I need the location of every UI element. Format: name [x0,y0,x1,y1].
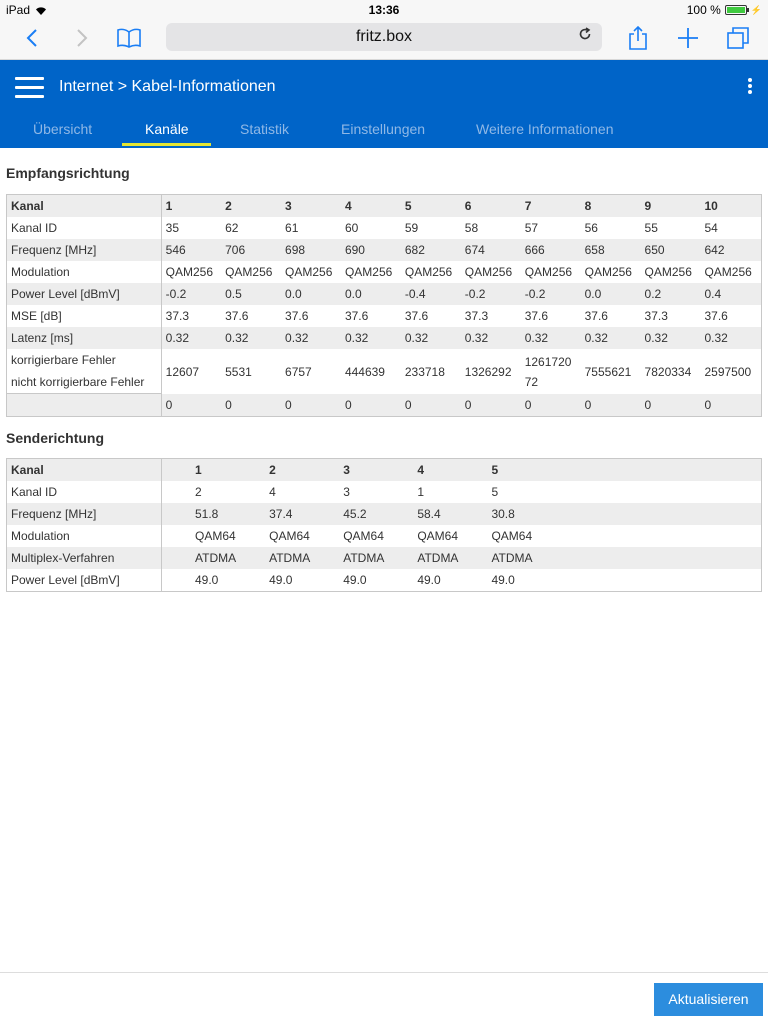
table-cell: 49.0 [417,573,441,587]
table-cell: 0.0 [281,283,341,305]
table-cell: 1261720 72 [524,354,572,389]
table-cell: 674 [461,239,521,261]
channel-header: 8 [581,195,641,218]
footer [0,972,768,1025]
tab-einstellungen[interactable]: Einstellungen [341,121,426,137]
row-label-group [7,349,162,394]
table-cell: 37.3 [464,309,489,323]
table-cell: 0.4 [700,283,761,305]
table-cell: 0.32 [401,327,461,349]
table-cell: QAM64 [343,529,384,543]
table-cell: 0.32 [700,327,761,349]
breadcrumb: Internet > Kabel-Informationen [59,78,276,95]
table-cell: 37.6 [344,309,369,323]
active-tab-indicator [122,143,211,146]
tab-uebersicht[interactable]: Übersicht [33,121,93,137]
tabs-overview-icon[interactable] [726,24,750,52]
table-cell: 51.8 [162,503,237,525]
table-cell: ATDMA [384,547,458,569]
battery-percent: 100 % [686,3,721,17]
table-cell: 37.6 [225,309,249,323]
tab-weitere-informationen[interactable]: Weitere Informationen [476,121,614,137]
row-label: Modulation [7,525,162,547]
row-label: Frequenz [MHz] [7,503,162,525]
table-row [7,503,762,525]
table-cell: 61 [285,221,299,235]
channel-header: 5 [458,459,532,482]
table-row [7,547,762,569]
channel-header: 1 [162,459,237,482]
table-cell: 0.5 [221,283,281,305]
clock: 13:36 [368,3,400,17]
table-cell: -0.2 [161,283,221,305]
table-cell: 233718 [404,364,445,379]
row-label: Latenz [ms] [7,327,162,349]
table-cell: 37.6 [285,309,309,323]
browser-toolbar [0,20,768,60]
table-row [7,261,762,283]
table-cell: 37.3 [165,309,190,323]
table-cell: ATDMA [236,547,310,569]
table-cell: 706 [221,239,281,261]
table-cell: 54 [704,221,718,235]
row-label: Power Level [dBmV] [7,569,162,592]
table-row [7,481,762,503]
bookmarks-icon[interactable] [115,24,143,52]
table-cell: 682 [401,239,461,261]
row-label: korrigierbare Fehler [11,353,116,367]
upstream-title: Senderichtung [6,430,105,446]
channel-header: 1 [161,195,221,218]
table-row [7,283,762,305]
channel-header: 4 [384,459,458,482]
table-cell: 37.6 [704,309,728,323]
table-cell: QAM256 [644,265,692,279]
table-cell: 0 [341,394,401,417]
table-cell: QAM256 [344,265,393,279]
table-cell: 642 [700,239,761,261]
table-cell: 0 [581,394,641,417]
table-cell: 0.32 [281,327,341,349]
table-cell: -0.2 [461,283,521,305]
table-cell: 444639 [344,364,385,379]
table-cell: 49.0 [195,573,219,587]
table-cell: QAM64 [417,529,459,543]
table-cell: 6757 [285,364,312,379]
table-cell: 49.0 [343,573,367,587]
table-cell: 49.0 [269,573,293,587]
table-cell: ATDMA [310,547,384,569]
table-cell: 37.6 [584,309,608,323]
row-label: Kanal ID [7,217,162,239]
table-cell: 58.4 [384,503,458,525]
table-cell: 37.3 [644,309,668,323]
row-label: Modulation [7,261,162,283]
downstream-title: Empfangsrichtung [6,165,130,181]
table-cell: 666 [521,239,581,261]
table-cell: 690 [341,239,401,261]
tab-bar [0,115,768,148]
table-cell-empty [533,525,762,547]
table-cell: 0 [161,394,221,417]
table-cell: QAM64 [195,529,236,543]
table-row [7,305,762,327]
table-cell: 30.8 [458,503,532,525]
table-cell-empty [533,547,762,569]
refresh-button[interactable]: Aktualisieren [654,983,763,1016]
table-cell: QAM256 [285,265,333,279]
table-cell: 0.32 [221,327,281,349]
row-label: Power Level [dBmV] [7,283,162,305]
table-row [7,217,762,239]
table-cell: 0 [281,394,341,417]
table-cell: 56 [584,221,598,235]
table-cell: 12607 [165,364,200,379]
table-cell: QAM64 [269,529,310,543]
table-row [7,569,762,592]
table-cell: -0.4 [401,283,461,305]
table-cell: 7555621 [584,364,632,379]
channel-header: 5 [401,195,461,218]
table-cell: 2597500 [704,364,752,379]
reload-icon[interactable] [578,23,592,51]
table-cell: 37.4 [236,503,310,525]
channel-header: 9 [641,195,701,218]
table-cell: 698 [281,239,341,261]
table-cell: 4 [269,485,276,499]
table-cell: 0.2 [641,283,701,305]
table-cell: 0.0 [581,283,641,305]
table-cell: 0.32 [521,327,581,349]
table-cell: 0 [641,394,701,417]
url-text: fritz.box [355,28,412,45]
row-label: Frequenz [MHz] [7,239,162,261]
table-cell: 0 [401,394,461,417]
table-cell: 5531 [225,364,252,379]
table-cell-empty [533,481,762,503]
table-cell: QAM64 [491,529,533,543]
table-cell: 55 [644,221,658,235]
channel-header: 2 [221,195,281,218]
table-cell: 57 [524,221,539,235]
table-cell: 2 [195,485,202,499]
app-header [0,60,768,148]
downstream-table [6,194,762,417]
table-cell: 58 [464,221,479,235]
menu-icon[interactable] [15,77,44,99]
table-cell: 3 [343,485,350,499]
table-cell: ATDMA [458,547,532,569]
table-cell: 650 [641,239,701,261]
share-icon[interactable] [627,24,649,52]
table-cell: 0 [221,394,281,417]
table-cell: 658 [581,239,641,261]
table-cell-empty [533,459,762,482]
forward-icon[interactable] [72,24,92,52]
table-cell: QAM256 [165,265,214,279]
table-cell: 37.6 [404,309,429,323]
table-cell: 0.32 [161,327,221,349]
back-icon[interactable] [22,24,42,52]
table-cell: QAM256 [225,265,273,279]
table-cell: 0.32 [341,327,401,349]
channel-header: 6 [461,195,521,218]
table-cell-empty [533,569,762,592]
table-cell: QAM256 [584,265,632,279]
table-cell: 0 [700,394,761,417]
table-cell: 7820334 [644,364,692,379]
channel-header: 7 [521,195,581,218]
table-cell: 1326292 [464,364,512,379]
channel-header: 10 [700,195,761,218]
table-cell: 0.0 [341,283,401,305]
tab-statistik[interactable]: Statistik [240,121,290,137]
table-row [7,195,762,218]
channel-header: 3 [281,195,341,218]
table-row [7,459,762,482]
table-cell: 1 [417,485,425,499]
row-label: Kanal ID [7,481,162,503]
table-cell: 49.0 [491,573,515,587]
row-label: nicht korrigierbare Fehler [7,371,161,394]
table-cell: 0 [461,394,521,417]
row-label-empty [7,394,162,417]
row-label: Kanal [7,459,162,482]
table-cell: 62 [225,221,239,235]
channel-header: 2 [236,459,310,482]
battery-icon [725,5,747,15]
table-cell: ATDMA [162,547,237,569]
table-cell: QAM256 [464,265,513,279]
table-row [7,239,762,261]
table-cell: 0 [521,394,581,417]
table-cell: 0.32 [461,327,521,349]
table-cell: -0.2 [521,283,581,305]
table-cell: 59 [404,221,419,235]
row-label: MSE [dB] [7,305,162,327]
table-cell: 0.32 [581,327,641,349]
new-tab-icon[interactable] [676,24,700,52]
row-label: Multiplex-Verfahren [7,547,162,569]
table-cell: 546 [161,239,221,261]
table-cell: 0.32 [641,327,701,349]
device-name: iPad [6,3,31,17]
table-cell: 37.6 [524,309,549,323]
charging-icon: ⚡ [750,4,762,15]
table-cell: 35 [165,221,180,235]
table-cell: QAM256 [524,265,573,279]
channel-header: 4 [341,195,401,218]
table-cell: 45.2 [310,503,384,525]
table-row [7,349,762,394]
row-label: Kanal [7,195,162,218]
table-row [7,327,762,349]
more-options-icon[interactable] [748,78,754,100]
table-cell: 60 [344,221,359,235]
table-cell: QAM256 [704,265,752,279]
status-bar [0,0,768,20]
table-row [7,394,762,417]
channel-header: 3 [310,459,384,482]
table-cell: QAM256 [404,265,453,279]
tab-kanaele[interactable]: Kanäle [145,121,189,137]
table-row [7,525,762,547]
table-cell: 5 [491,485,499,499]
address-bar[interactable] [166,23,602,51]
table-cell-empty [533,503,762,525]
upstream-table [6,458,762,592]
